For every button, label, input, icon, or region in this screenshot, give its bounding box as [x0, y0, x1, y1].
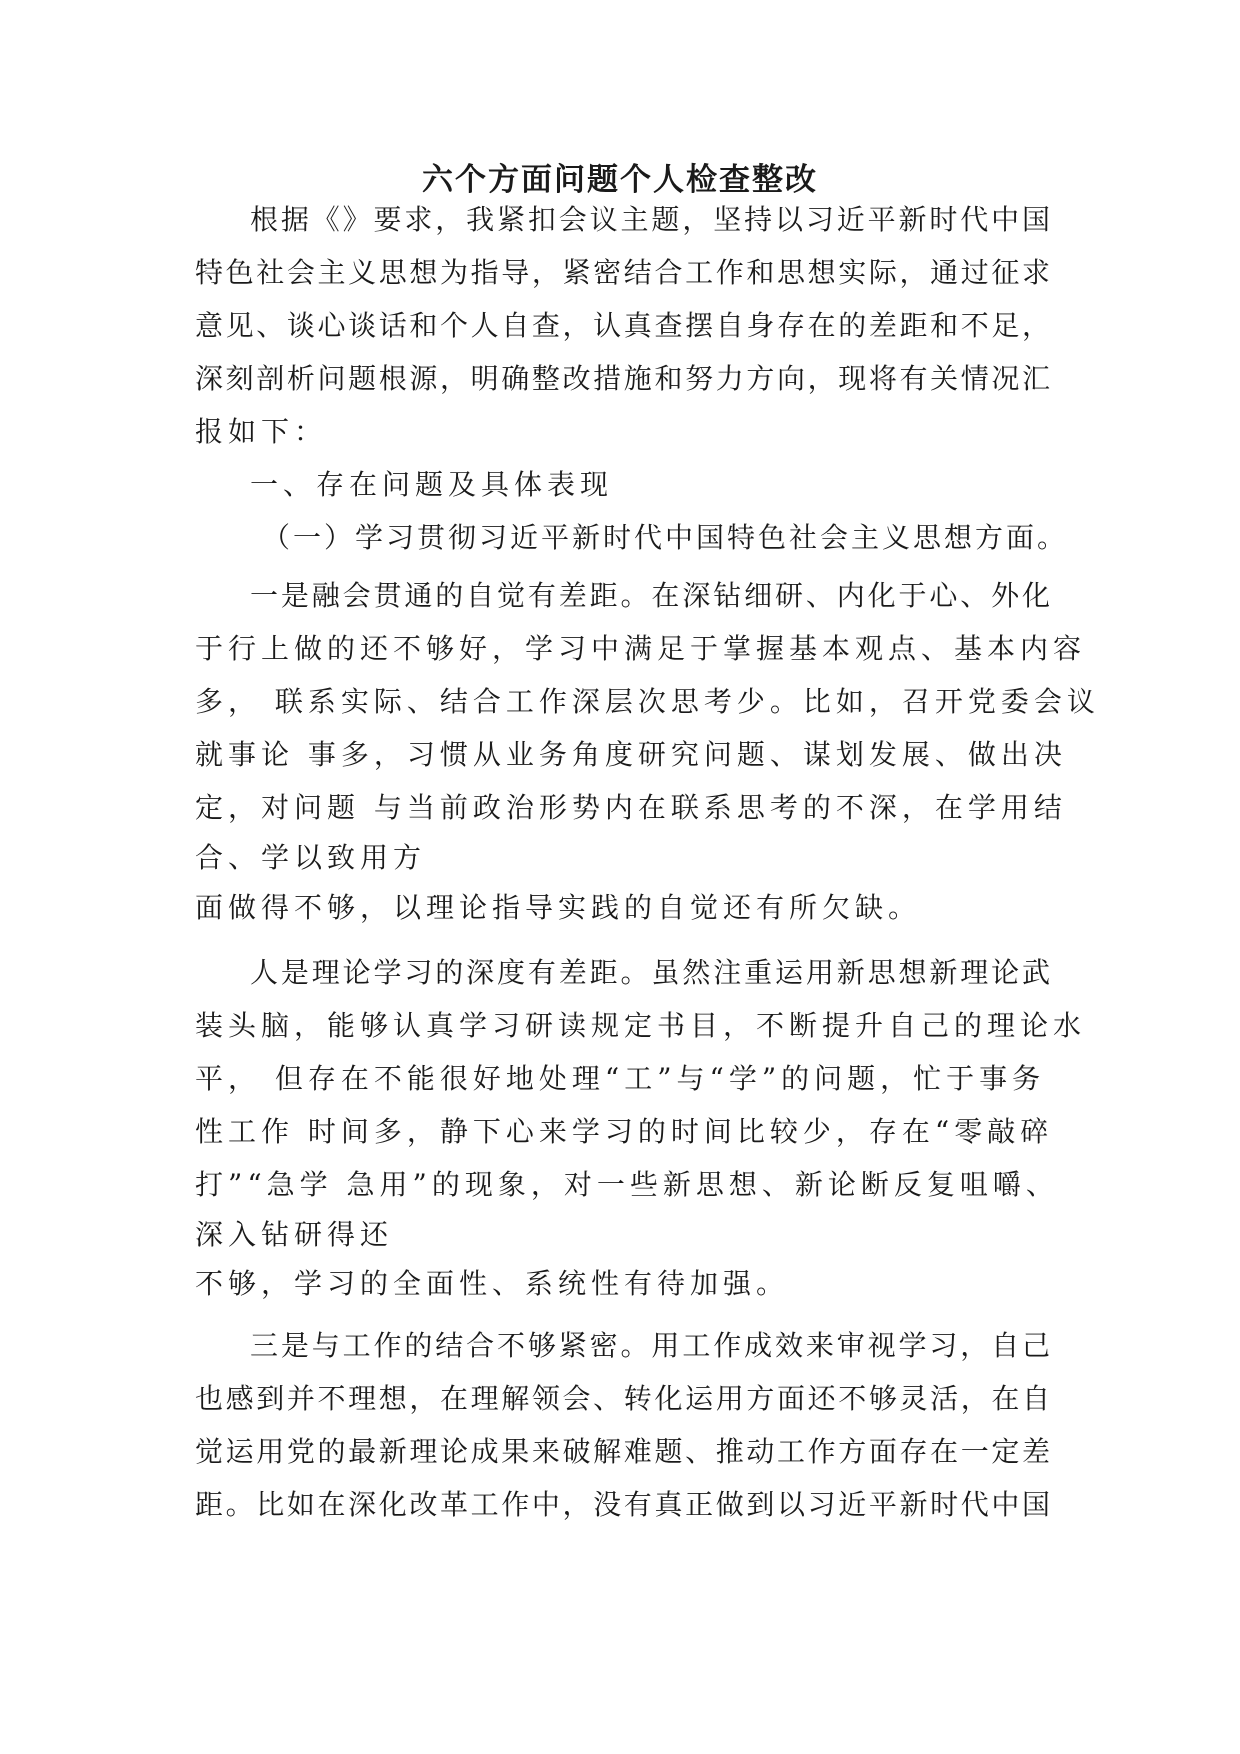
paragraph-line: 打”“急学 急用”的现象，对一些新思想、新论断反复咀嚼、: [195, 1168, 1059, 1201]
paragraph-line: 也感到并不理想，在理解领会、转化运用方面还不够灵活，在自: [195, 1382, 1050, 1415]
paragraph-line: 深入钻研得还: [195, 1218, 394, 1251]
paragraph-line: 多， 联系实际、结合工作深层次思考少。比如，召开党委会议: [195, 685, 1100, 718]
paragraph-line: 根据《》要求，我紧扣会议主题，坚持以习近平新时代中国: [250, 203, 1050, 236]
paragraph-line: 觉运用党的最新理论成果来破解难题、推动工作方面存在一定差: [195, 1435, 1050, 1468]
subsection-heading: （一）学习贯彻习近平新时代中国特色社会主义思想方面。: [262, 521, 1069, 554]
paragraph-line: 人是理论学习的深度有差距。虽然注重运用新思想新理论武: [250, 956, 1050, 989]
document-title: 六个方面问题个人检查整改: [422, 162, 818, 198]
paragraph-line: 于行上做的还不够好，学习中满足于掌握基本观点、基本内容: [195, 632, 1087, 665]
paragraph-line: 装头脑，能够认真学习研读规定书目，不断提升自己的理论水: [195, 1009, 1087, 1042]
paragraph-line: 报如下：: [195, 415, 328, 448]
paragraph-line: 意见、谈心谈话和个人自查，认真查摆自身存在的差距和不足，: [195, 309, 1050, 342]
paragraph-line: 不够，学习的全面性、系统性有待加强。: [195, 1267, 790, 1300]
paragraph-line: 定，对问题 与当前政治形势内在联系思考的不深，在学用结: [195, 791, 1067, 824]
paragraph-line: 深刻剖析问题根源，明确整改措施和努力方向，现将有关情况汇: [195, 362, 1050, 395]
paragraph-line: 平， 但存在不能很好地处理“工”与“学”的问题，忙于事务: [195, 1062, 1046, 1095]
paragraph-line: 面做得不够，以理论指导实践的自觉还有所欠缺。: [195, 891, 922, 924]
paragraph-line: 合、学以致用方: [195, 841, 427, 874]
section-heading: 一、存在问题及具体表现: [250, 468, 614, 501]
paragraph-line: 特色社会主义思想为指导，紧密结合工作和思想实际，通过征求: [195, 256, 1050, 289]
paragraph-line: 三是与工作的结合不够紧密。用工作成效来审视学习，自己: [250, 1329, 1050, 1362]
paragraph-line: 就事论 事多，习惯从业务角度研究问题、谋划发展、做出决: [195, 738, 1067, 771]
paragraph-line: 性工作 时间多，静下心来学习的时间比较少，存在“零敲碎: [195, 1115, 1054, 1148]
paragraph-line: 一是融会贯通的自觉有差距。在深钻细研、内化于心、外化: [250, 579, 1050, 612]
paragraph-line: 距。比如在深化改革工作中，没有真正做到以习近平新时代中国: [195, 1488, 1050, 1521]
